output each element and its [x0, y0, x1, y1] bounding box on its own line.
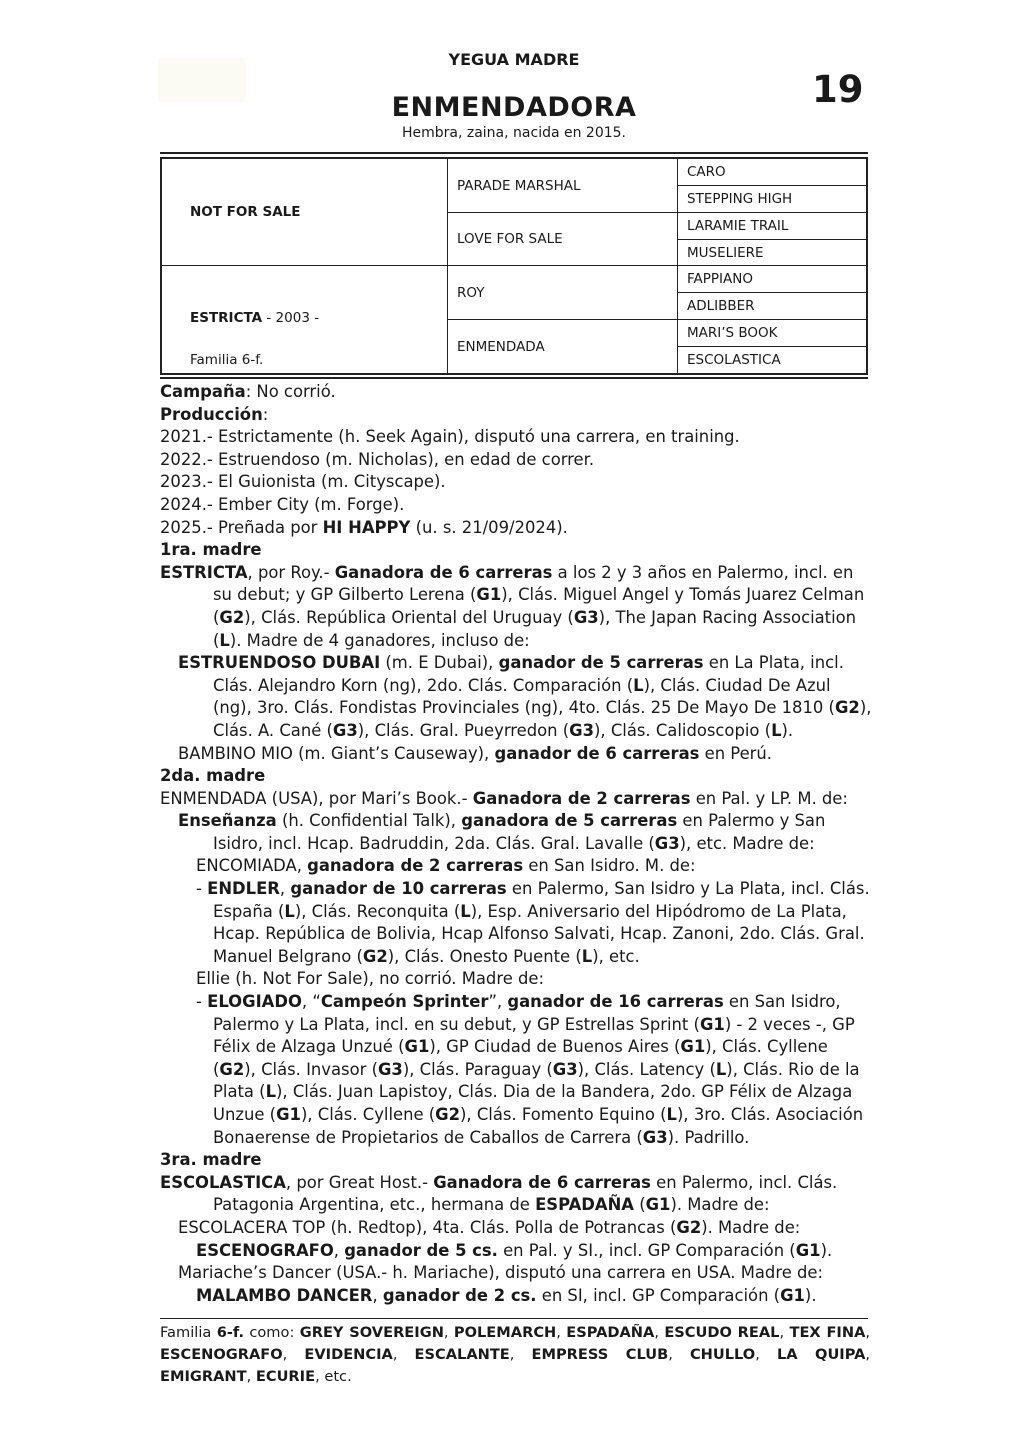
- record-paragraph: 2022.- Estruendoso (m. Nicholas), en edad de correr.: [160, 449, 595, 469]
- record-paragraph: BAMBINO MIO (m. Giant’s Causeway), ganador de 6 carreras en Perú.: [178, 743, 773, 763]
- record-paragraph: ESCOLASTICA, por Great Host.- Ganadora de 6 carreras en Palermo, incl. Clás. Patagonia Argentina, etc., hermana de ESPADAÑA (G1). Madre de:: [160, 1172, 838, 1215]
- section-kicker: YEGUA MADRE: [448, 50, 580, 69]
- record-paragraph: 2021.- Estrictamente (h. Seek Again), disputó una carrera, en training.: [160, 427, 740, 447]
- footer-rule: [160, 1318, 868, 1319]
- record-paragraph: - ELOGIADO, “Campeón Sprinter”, ganador de 16 carreras en San Isidro, Palermo y La Plata, incl. en su debut, y GP Estrellas Sprint (G1) - 2 veces -, GP Félix de Alzaga Unzué (G1), GP Ciudad de Buenos Aires (G1), Clás. Cyllene (G2), Clás. Invasor (G3), Clás. Paraguay (G3), Clás. Latency (L), Clás. Rio de la Plata (L), Clás. Juan Lapistoy, Clás. Dia de la Bandera, 2do. GP Félix de Alzaga Unzue (G1), Clás. Cyllene (G2), Clás. Fomento Equino (L), 3ro. Clás. Asociación Bonaerense de Propietarios de Caballos de Carrera (G3). Padrillo.: [196, 992, 864, 1147]
- record-paragraph: Mariache’s Dancer (USA.- h. Mariache), disputó una carrera en USA. Madre de:: [178, 1263, 824, 1283]
- dam-year: - 2003 -: [266, 310, 320, 326]
- ancestor-name: LARAMIE TRAIL: [687, 218, 789, 234]
- g3-cell: [677, 159, 868, 185]
- top-rule: [160, 152, 868, 154]
- record-paragraph: Campaña: No corrió.: [160, 382, 336, 401]
- record-paragraph: 2da. madre: [160, 766, 266, 786]
- g3-cell: [677, 346, 868, 373]
- dam-cell: [162, 265, 447, 374]
- record-paragraph: ESCENOGRAFO, ganador de 5 cs. en Pal. y SI., incl. GP Comparación (G1).: [196, 1240, 833, 1260]
- sire-dam-name: LOVE FOR SALE: [457, 231, 563, 247]
- record-paragraph: 2025.- Preñada por HI HAPPY (u. s. 21/09/2024).: [160, 517, 568, 537]
- horse-name: ENMENDADORA: [391, 92, 637, 123]
- family-label: Familia 6-f.: [190, 352, 264, 368]
- ancestor-name: MARI’S BOOK: [687, 325, 778, 341]
- record-paragraph: Producción:: [160, 404, 269, 424]
- record-paragraph: - ENDLER, ganador de 10 carreras en Palermo, San Isidro y La Plata, incl. Clás. España (L), Clás. Reconquita (L), Esp. Aniversario del Hipódromo de La Plata, Hcap. República de Bolivia, Hcap Alfonso Salvati, Hcap. Zanoni, 2do. Clás. Gral. Manuel Belgrano (G2), Clás. Onesto Puente (L), etc.: [196, 879, 870, 966]
- ancestor-name: FAPPIANO: [687, 271, 753, 287]
- bottom-rule: [160, 377, 868, 379]
- record-paragraph: 1ra. madre: [160, 540, 262, 560]
- ancestor-name: STEPPING HIGH: [687, 191, 793, 207]
- dam-line: [190, 310, 319, 326]
- record-paragraph: 3ra. madre: [160, 1150, 262, 1170]
- sire-sire-name: PARADE MARSHAL: [457, 177, 581, 194]
- g3-cell: [677, 292, 868, 319]
- horse-description: Hembra, zaina, nacida en 2015.: [401, 125, 627, 141]
- ancestor-name: ESCOLASTICA: [687, 352, 781, 368]
- record-paragraph: MALAMBO DANCER, ganador de 2 cs. en SI, incl. GP Comparación (G1).: [196, 1285, 817, 1305]
- ancestor-name: MUSELIERE: [687, 244, 764, 261]
- sire-dam-cell: [447, 212, 677, 265]
- g3-cell: [677, 265, 868, 292]
- pedigree-table: [160, 157, 868, 375]
- g3-cell: [677, 319, 868, 346]
- family-footer: Familia 6-f. como: GREY SOVEREIGN, POLEMARCH, ESPADAÑA, ESCUDO REAL, TEX FINA, ESCENOGRAFO, EVIDENCIA, ESCALANTE, EMPRESS CLUB, CHULLO, LA QUIPA, EMIGRANT, ECURIE, etc.: [160, 1324, 871, 1385]
- ancestor-name: CARO: [687, 164, 726, 180]
- record-paragraph: 2023.- El Guionista (m. Cityscape).: [160, 472, 446, 492]
- sire-name: NOT FOR SALE: [190, 204, 301, 220]
- g3-cell: [677, 239, 868, 265]
- produce-record: [160, 381, 872, 1307]
- record-paragraph: 2024.- Ember City (m. Forge).: [160, 494, 405, 514]
- dam-dam-name: ENMENDADA: [457, 338, 545, 355]
- record-paragraph: ESCOLACERA TOP (h. Redtop), 4ta. Clás. Polla de Potrancas (G2). Madre de:: [178, 1217, 801, 1237]
- record-paragraph: Enseñanza (h. Confidential Talk), ganadora de 5 carreras en Palermo y San Isidro, incl. Hcap. Badruddin, 2da. Clás. Gral. Lavalle (G3), etc. Madre de:: [178, 811, 826, 853]
- ancestor-name: ADLIBBER: [687, 298, 755, 314]
- record-paragraph: ESTRICTA, por Roy.- Ganadora de 6 carreras a los 2 y 3 años en Palermo, incl. en su debut; y GP Gilberto Lerena (G1), Clás. Miguel Angel y Tomás Juarez Celman (G2), Clás. República Oriental del Uruguay (G3), The Japan Racing Association (L). Madre de 4 ganadores, incluso de:: [160, 562, 865, 650]
- record-paragraph: ENMENDADA (USA), por Mari’s Book.- Ganadora de 2 carreras en Pal. y LP. M. de:: [160, 788, 848, 808]
- g3-cell: [677, 185, 868, 212]
- g3-cell: [677, 212, 868, 239]
- dam-sire-cell: [447, 265, 677, 319]
- sire-cell: [162, 159, 447, 265]
- sire-sire-cell: [447, 159, 677, 212]
- lot-number: 19: [812, 68, 864, 111]
- record-paragraph: ENCOMIADA, ganadora de 2 carreras en San Isidro. M. de:: [196, 856, 696, 876]
- record-paragraph: ESTRUENDOSO DUBAI (m. E Dubai), ganador de 5 carreras en La Plata, incl. Clás. Alejandro Korn (ng), 2do. Clás. Comparación (L), Clás. Ciudad De Azul (ng), 3ro. Clás. Fondistas Provinciales (ng), 4to. Clás. 25 De Mayo De 1810 (G2), Clás. A. Cané (G3), Clás. Gral. Pueyrredon (G3), Clás. Calidoscopio (L).: [178, 653, 872, 740]
- dam-sire-name: ROY: [457, 284, 485, 301]
- dam-dam-cell: [447, 319, 677, 373]
- dam-name: ESTRICTA: [190, 310, 263, 326]
- record-paragraph: Ellie (h. Not For Sale), no corrió. Madre de:: [196, 969, 545, 989]
